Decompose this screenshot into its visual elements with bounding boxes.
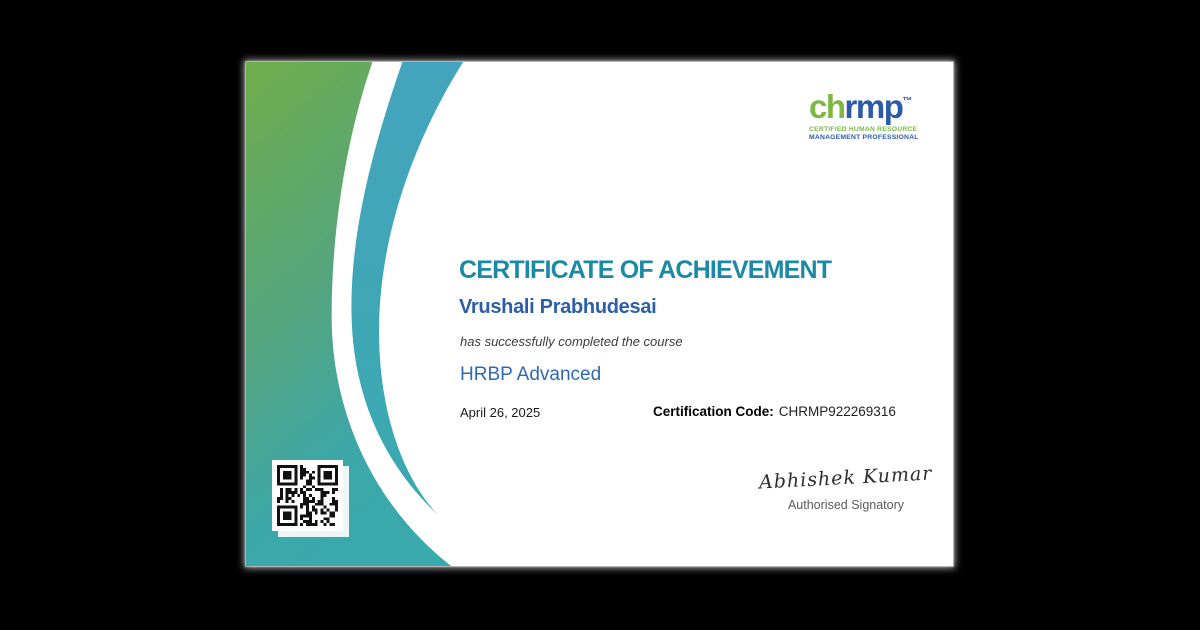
logo-text-rmp: rmp bbox=[844, 88, 903, 125]
qr-code-panel bbox=[272, 460, 343, 531]
chrmp-logo bbox=[809, 90, 944, 141]
signature-block bbox=[741, 462, 951, 512]
signatory-title: Authorised Signatory bbox=[787, 498, 905, 512]
logo-tagline-line2: MANAGEMENT PROFESSIONAL bbox=[809, 133, 919, 141]
certificate-content bbox=[246, 62, 953, 566]
certification-code-row bbox=[653, 404, 896, 419]
chrmp-logo-wordmark bbox=[809, 90, 944, 123]
logo-tagline bbox=[809, 126, 944, 141]
logo-tagline-line1: CERTIFIED HUMAN RESOURCE bbox=[809, 126, 918, 133]
signature-handwriting: Abhishek Kumar bbox=[758, 462, 934, 494]
course-name: HRBP Advanced bbox=[460, 364, 602, 385]
qr-code bbox=[272, 460, 343, 531]
recipient-name: Vrushali Prabhudesai bbox=[459, 296, 657, 318]
completion-date: April 26, 2025 bbox=[460, 405, 541, 420]
certification-code-label: Certification Code: bbox=[653, 404, 774, 419]
certification-code-value: CHRMP922269316 bbox=[778, 404, 896, 419]
qr-code-svg bbox=[277, 465, 338, 526]
trademark-symbol: ™ bbox=[902, 96, 913, 107]
logo-text-ch: ch bbox=[809, 88, 845, 125]
certificate-title: CERTIFICATE OF ACHIEVEMENT bbox=[459, 256, 832, 284]
completion-statement: has successfully completed the course bbox=[460, 334, 683, 349]
certificate-card bbox=[246, 62, 953, 566]
